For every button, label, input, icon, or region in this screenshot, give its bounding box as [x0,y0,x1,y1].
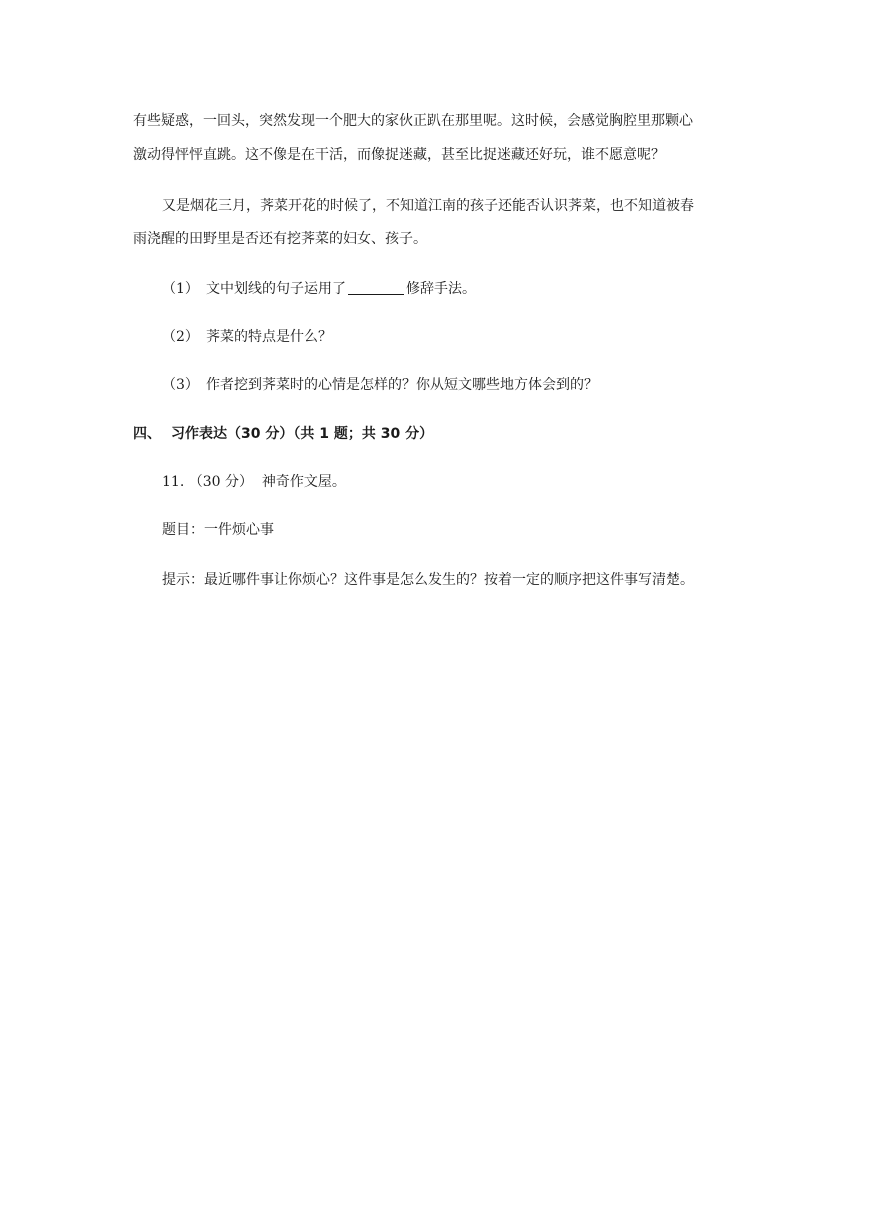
item-11 [162,472,346,492]
topic-text: 一件烦心事 [204,522,274,538]
question-text: 文中划线的句子运用了 [206,281,346,297]
answer-blank[interactable] [348,280,404,295]
hint-text: 最近哪件事让你烦心？这件事是怎么发生的？按着一定的顺序把这件事写清楚。 [204,572,694,588]
question-number: （2） [162,329,199,345]
question-text: 荠菜的特点是什么？ [206,329,332,345]
hint-label: 提示： [162,572,204,588]
hint-line [162,570,694,590]
topic-label: 题目： [162,522,204,538]
question-number: （1） [162,281,199,297]
section-title: 习作表达（30 分）（共 1 题；共 30 分） [171,426,434,442]
topic-line [162,520,274,540]
section-number: 四、 [133,426,161,442]
question-1 [162,279,476,299]
passage-line: 有些疑惑，一回头，突然发现一个肥大的家伙正趴在那里呢。这时候，会感觉胸腔里那颗心 [133,113,693,129]
question-2 [162,327,332,347]
item-label: 11. （30 分） [162,474,253,490]
section-heading [133,424,433,444]
item-text: 神奇作文屋。 [261,474,346,490]
passage-line: 激动得怦怦直跳。这不像是在干活，而像捉迷藏，甚至比捉迷藏还好玩，谁不愿意呢？ [133,147,665,163]
question-number: （3） [162,377,199,393]
passage-line: 又是烟花三月，荠菜开花的时候了，不知道江南的孩子还能否认识荠菜，也不知道被春 [162,198,694,214]
question-3 [162,375,598,395]
passage-line: 雨浇醒的田野里是否还有挖荠菜的妇女、孩子。 [133,231,427,247]
question-text: 作者挖到荠菜时的心情是怎样的？你从短文哪些地方体会到的？ [206,377,598,393]
question-text: 修辞手法。 [406,281,476,297]
